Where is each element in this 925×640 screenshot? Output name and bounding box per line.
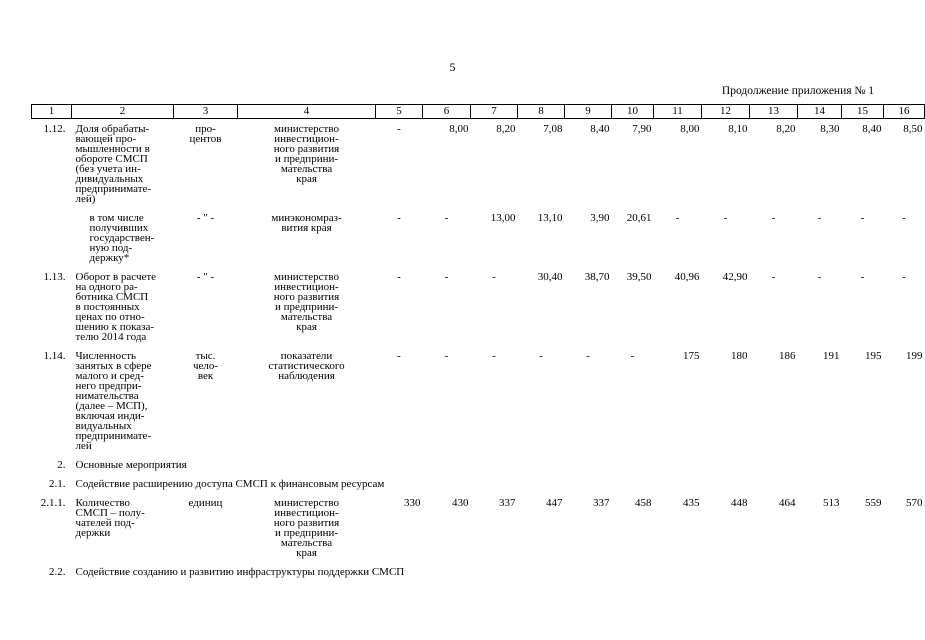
value-cell: - xyxy=(444,271,449,283)
indicator-name: Численность занятых в сфере малого и сред- него предпри- нимательства (далее – МСП), включая инди- видуальных предпринимате- лей xyxy=(75,350,152,452)
header-cell: 16 xyxy=(884,105,925,119)
header-cell: 10 xyxy=(612,105,654,119)
value-cell: 39,50 xyxy=(626,271,652,283)
header-cell: 4 xyxy=(238,105,376,119)
header-cell: 14 xyxy=(798,105,842,119)
value-cell: 180 xyxy=(731,350,748,362)
value-cell: 8,00 xyxy=(449,123,469,135)
value-cell: 570 xyxy=(906,497,923,509)
table-row xyxy=(32,267,925,346)
header-cell: 1 xyxy=(32,105,72,119)
section-row xyxy=(32,562,925,581)
value-cell: - xyxy=(902,212,906,224)
value-cell: 38,70 xyxy=(584,271,610,283)
value-cell: - xyxy=(539,350,543,362)
source-cell: министерство инвестицион- ного развития и предприни- мательства края xyxy=(273,123,340,185)
row-code xyxy=(32,208,72,267)
header-cell: 2 xyxy=(72,105,174,119)
value-cell: 186 xyxy=(779,350,796,362)
page-number: 5 xyxy=(449,60,456,74)
header-cell: 8 xyxy=(518,105,565,119)
table-row xyxy=(32,208,925,267)
continuation-note: Продолжение приложения № 1 xyxy=(721,85,874,97)
unit-cell: про- центов xyxy=(189,123,222,145)
header-cell: 12 xyxy=(702,105,750,119)
header-cell: 6 xyxy=(423,105,471,119)
header-cell: 7 xyxy=(471,105,518,119)
row-code: 1.12. xyxy=(43,123,66,135)
value-cell: 430 xyxy=(452,497,469,509)
header-row xyxy=(32,105,925,119)
value-cell: 7,90 xyxy=(632,123,652,135)
value-cell: 30,40 xyxy=(537,271,563,283)
value-cell: - xyxy=(444,212,449,224)
source-cell: показатели статистического наблюдения xyxy=(268,350,345,382)
section-code: 2. xyxy=(57,459,66,471)
value-cell: 458 xyxy=(635,497,652,509)
section-row xyxy=(32,474,925,493)
value-cell: 8,20 xyxy=(776,123,796,135)
section-title: Содействие созданию и развитию инфраструктуры поддержки СМСП xyxy=(75,566,405,578)
value-cell: 8,10 xyxy=(728,123,748,135)
value-cell: - xyxy=(902,271,906,283)
value-cell: - xyxy=(771,212,776,224)
value-cell: - xyxy=(675,212,680,224)
value-cell: 42,90 xyxy=(722,271,748,283)
value-cell: 330 xyxy=(404,497,421,509)
table-body xyxy=(32,119,925,582)
table-row xyxy=(32,346,925,455)
value-cell: - xyxy=(817,212,822,224)
value-cell: 8,30 xyxy=(820,123,840,135)
section-title: Содействие расширению доступа СМСП к финансовым ресурсам xyxy=(75,478,385,490)
value-cell: - xyxy=(397,212,401,224)
value-cell: 3,90 xyxy=(590,212,610,224)
value-cell: - xyxy=(586,350,590,362)
value-cell: 559 xyxy=(865,497,882,509)
unit-cell: тыс. чело- век xyxy=(192,350,219,382)
source-cell: министерство инвестицион- ного развития и предприни- мательства края xyxy=(273,497,340,559)
source-cell: минэкономраз- вития края xyxy=(271,212,342,234)
header-cell: 13 xyxy=(750,105,798,119)
indicator-name: Оборот в расчете на одного ра- ботника СМСП в постоянных ценах по отно- шению к показа- телю 2014 года xyxy=(75,271,157,343)
value-cell: 337 xyxy=(593,497,610,509)
header-cell: 15 xyxy=(842,105,884,119)
section-title: Основные мероприятия xyxy=(75,459,187,471)
unit-cell: - " - xyxy=(196,212,215,224)
value-cell: 513 xyxy=(823,497,840,509)
value-cell: 175 xyxy=(683,350,700,362)
value-cell: 447 xyxy=(546,497,563,509)
value-cell: - xyxy=(771,271,776,283)
value-cell: - xyxy=(817,271,822,283)
value-cell: - xyxy=(860,212,865,224)
value-cell: 8,40 xyxy=(862,123,882,135)
section-row xyxy=(32,455,925,474)
indicator-name: в том числе получивших государствен- ную под- держку* xyxy=(89,212,155,264)
value-cell: 20,61 xyxy=(626,212,652,224)
value-cell: 8,40 xyxy=(590,123,610,135)
value-cell: - xyxy=(860,271,865,283)
value-cell: 195 xyxy=(865,350,882,362)
value-cell: - xyxy=(397,271,401,283)
row-code: 1.13. xyxy=(43,271,66,283)
value-cell: 7,08 xyxy=(543,123,563,135)
value-cell: - xyxy=(630,350,635,362)
header-cell: 3 xyxy=(174,105,238,119)
header-cell: 9 xyxy=(565,105,612,119)
value-cell: - xyxy=(492,271,496,283)
value-cell: 8,50 xyxy=(903,123,923,135)
row-code: 2.1.1. xyxy=(40,497,66,509)
indicators-table xyxy=(31,104,925,581)
indicator-name: Доля обрабаты- вающей про- мышленности в обороте СМСП (без учета ин- дивидуальных предпринимате- лей) xyxy=(75,123,152,205)
value-cell: 13,10 xyxy=(537,212,563,224)
table-row xyxy=(32,119,925,209)
value-cell: 191 xyxy=(823,350,840,362)
value-cell: 464 xyxy=(779,497,796,509)
section-code: 2.1. xyxy=(49,478,66,490)
value-cell: 199 xyxy=(906,350,923,362)
value-cell: - xyxy=(492,350,496,362)
value-cell: 8,20 xyxy=(496,123,516,135)
table-row xyxy=(32,493,925,562)
unit-cell: - " - xyxy=(196,271,215,283)
header-cell: 11 xyxy=(654,105,702,119)
value-cell: 8,00 xyxy=(680,123,700,135)
value-cell: - xyxy=(397,123,401,135)
value-cell: - xyxy=(444,350,449,362)
unit-cell: единиц xyxy=(188,497,223,509)
row-code: 1.14. xyxy=(43,350,66,362)
header-cell: 5 xyxy=(376,105,423,119)
section-code: 2.2. xyxy=(49,566,66,578)
value-cell: - xyxy=(397,350,401,362)
indicator-name: Количество СМСП – полу- чателей под- держки xyxy=(75,497,145,539)
value-cell: 448 xyxy=(731,497,748,509)
value-cell: 40,96 xyxy=(674,271,700,283)
value-cell: 337 xyxy=(499,497,516,509)
value-cell: - xyxy=(723,212,728,224)
value-cell: 435 xyxy=(683,497,700,509)
source-cell: министерство инвестицион- ного развития и предприни- мательства края xyxy=(273,271,340,333)
value-cell: 13,00 xyxy=(490,212,516,224)
